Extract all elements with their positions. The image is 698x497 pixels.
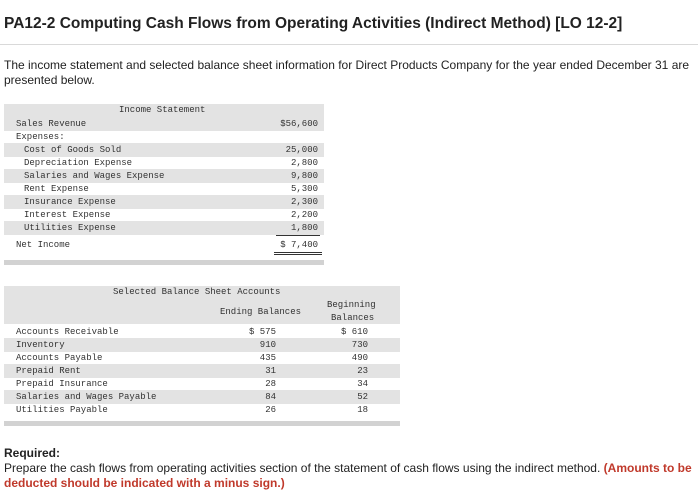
row-label: Rent Expense (24, 184, 89, 194)
double-underline-bottom (274, 254, 322, 255)
row-label: Interest Expense (24, 210, 111, 220)
row-label: Prepaid Rent (16, 366, 81, 376)
row-label: Cost of Goods Sold (24, 145, 122, 155)
required-note: (Amounts to be deducted should be indicated with a minus sign.) (4, 461, 692, 490)
problem-intro: The income statement and selected balance sheet information for Direct Products Company for the year ended December 31 are presented below. (4, 58, 690, 87)
title-divider (0, 44, 698, 45)
row-value: 9,800 (290, 171, 318, 181)
required-section (4, 446, 696, 491)
row-beginning: 23 (357, 366, 368, 376)
row-beginning: 52 (357, 392, 368, 402)
row-label: Utilities Payable (16, 405, 108, 415)
row-label: Salaries and Wages Payable (16, 392, 157, 402)
required-heading: Required: (4, 446, 61, 460)
income-statement-header: Income Statement (119, 105, 206, 115)
row-beginning: 490 (351, 353, 368, 363)
row-ending: 31 (265, 366, 276, 376)
row-value: 25,000 (285, 145, 318, 155)
row-label: Prepaid Insurance (16, 379, 108, 389)
problem-title: PA12-2 Computing Cash Flows from Operating Activities (Indirect Method) [LO 12-2] (4, 15, 623, 32)
row-label: Accounts Payable (16, 353, 103, 363)
double-underline-top (274, 252, 322, 253)
row-ending: 910 (259, 340, 276, 350)
balance-sheet-header: Selected Balance Sheet Accounts (113, 287, 281, 297)
row-label: Salaries and Wages Expense (24, 171, 165, 181)
row-label: Insurance Expense (24, 197, 116, 207)
required-text: Prepare the cash flows from operating activities section of the statement of cash flows using the indirect method. (4, 461, 601, 475)
income-statement-table (4, 104, 400, 266)
row-ending: 26 (265, 405, 276, 415)
row-ending: 84 (265, 392, 276, 402)
row-label: Sales Revenue (16, 119, 87, 129)
row-label: Accounts Receivable (16, 327, 119, 337)
col-beginning-header: Beginning (327, 300, 376, 310)
row-beginning: 730 (351, 340, 368, 350)
row-ending: 435 (259, 353, 276, 363)
row-value: 1,800 (290, 223, 318, 233)
row-label: Expenses: (16, 132, 65, 142)
row-beginning: 18 (357, 405, 368, 415)
net-income-value: $ 7,400 (280, 240, 318, 250)
subtotal-underline (276, 235, 320, 236)
row-value: 2,800 (290, 158, 318, 168)
balance-sheet-table (4, 286, 400, 428)
row-value: 2,300 (290, 197, 318, 207)
row-beginning: 34 (357, 379, 368, 389)
row-label: Depreciation Expense (24, 158, 133, 168)
row-value: 5,300 (290, 184, 318, 194)
row-label: Inventory (16, 340, 65, 350)
row-value: 2,200 (290, 210, 318, 220)
row-ending: 28 (265, 379, 276, 389)
col-beginning-header: Balances (331, 313, 375, 323)
row-beginning: $ 610 (340, 327, 368, 337)
col-ending-header: Ending Balances (220, 307, 302, 317)
row-value: $56,600 (280, 119, 318, 129)
net-income-label: Net Income (16, 240, 71, 250)
row-label: Utilities Expense (24, 223, 116, 233)
row-ending: $ 575 (248, 327, 276, 337)
